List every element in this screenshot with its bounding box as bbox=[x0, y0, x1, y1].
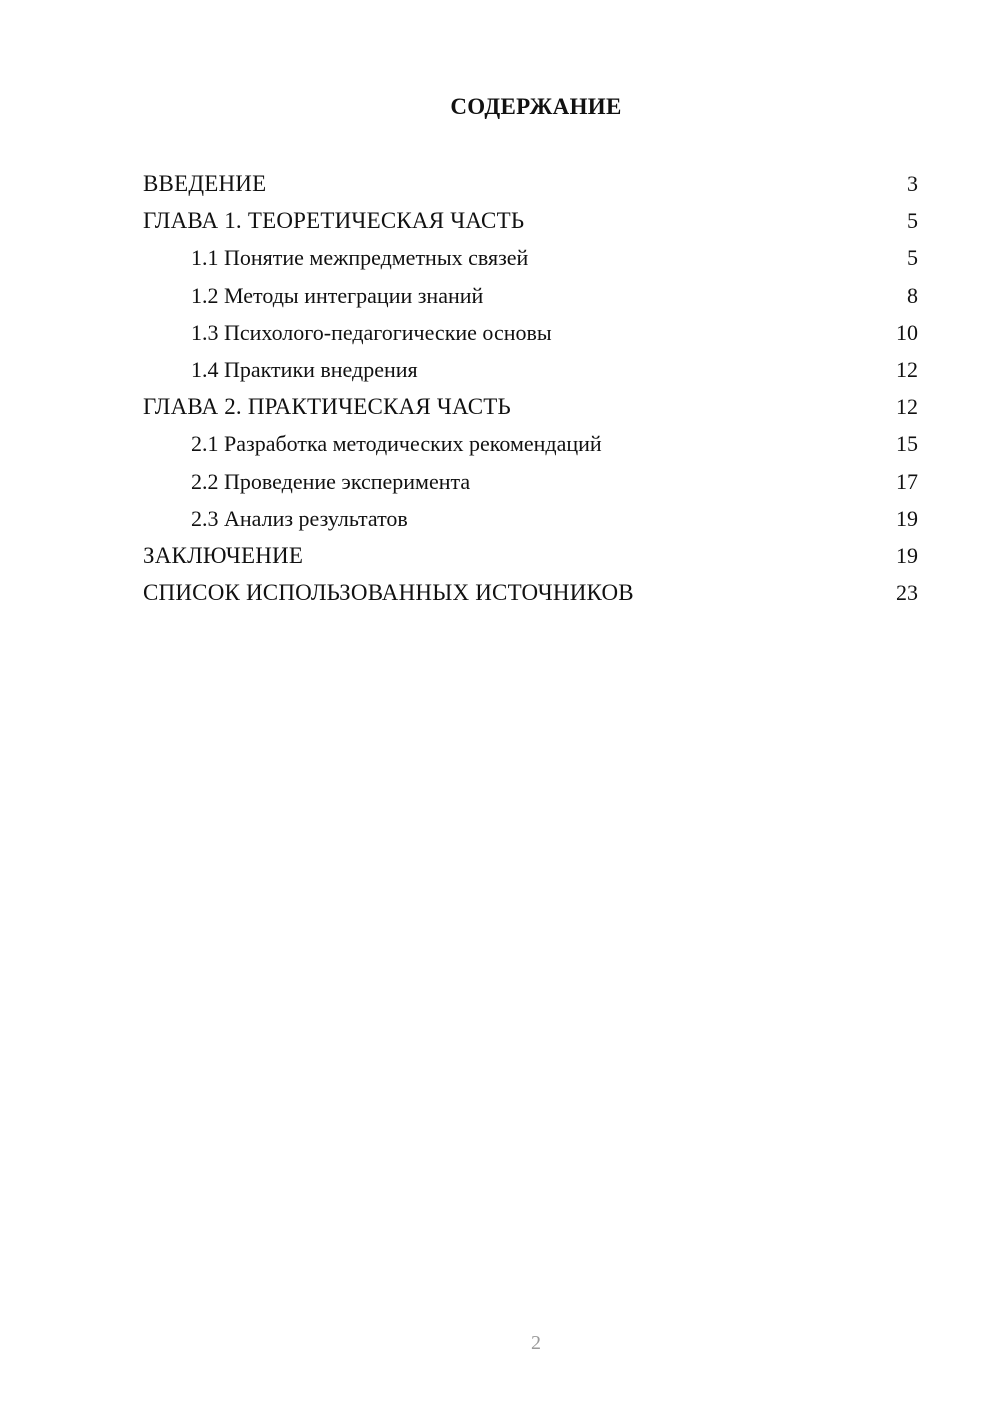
toc-entry-page: 23 bbox=[896, 580, 918, 606]
toc-entry-label: СПИСОК ИСПОЛЬЗОВАННЫХ ИСТОЧНИКОВ bbox=[143, 580, 634, 606]
toc-entry-section-2-2[interactable] bbox=[143, 463, 918, 500]
toc-entry-chapter-2[interactable] bbox=[143, 388, 918, 425]
toc-entry-label: 1.4 Практики внедрения bbox=[191, 356, 418, 382]
toc-entry-section-2-1[interactable] bbox=[143, 425, 918, 462]
toc-entry-section-1-2[interactable] bbox=[143, 277, 918, 314]
toc-entry-page: 19 bbox=[896, 542, 918, 568]
toc-entry-label: ГЛАВА 2. ПРАКТИЧЕСКАЯ ЧАСТЬ bbox=[143, 394, 511, 420]
toc-entry-label: ГЛАВА 1. ТЕОРЕТИЧЕСКАЯ ЧАСТЬ bbox=[143, 208, 525, 234]
toc-entry-section-1-3[interactable] bbox=[143, 314, 918, 351]
toc-entry-label: 2.3 Анализ результатов bbox=[191, 505, 408, 531]
toc-entry-page: 8 bbox=[907, 282, 918, 308]
toc-entry-label: 1.3 Психолого-педагогические основы bbox=[191, 319, 552, 345]
toc-entry-label: 2.1 Разработка методических рекомендаций bbox=[191, 431, 602, 457]
toc-entry-section-1-1[interactable] bbox=[143, 239, 918, 276]
toc-entry-references[interactable] bbox=[143, 574, 918, 611]
page-title: СОДЕРЖАНИЕ bbox=[450, 94, 622, 119]
toc-entry-section-1-4[interactable] bbox=[143, 351, 918, 388]
toc-entry-label: ЗАКЛЮЧЕНИЕ bbox=[143, 542, 304, 568]
toc-entry-page: 12 bbox=[896, 394, 918, 420]
toc-entry-label: 1.1 Понятие межпредметных связей bbox=[191, 245, 529, 271]
toc-entry-chapter-1[interactable] bbox=[143, 202, 918, 239]
toc-entry-section-2-3[interactable] bbox=[143, 500, 918, 537]
toc-entry-page: 5 bbox=[907, 245, 918, 271]
toc-entry-conclusion[interactable] bbox=[143, 537, 918, 574]
toc-entry-page: 10 bbox=[896, 319, 918, 345]
toc-entry-page: 19 bbox=[896, 505, 918, 531]
toc-entry-label: 2.2 Проведение эксперимента bbox=[191, 468, 471, 494]
toc-entry-page: 3 bbox=[907, 171, 918, 196]
toc-entry-label: ВВЕДЕНИЕ bbox=[143, 171, 267, 196]
toc-entry-page: 5 bbox=[907, 208, 918, 234]
toc-entry-page: 17 bbox=[896, 468, 918, 494]
toc-entry-page: 12 bbox=[896, 356, 918, 382]
toc-entry-page: 15 bbox=[896, 431, 918, 457]
toc-entry-label: 1.2 Методы интеграции знаний bbox=[191, 282, 484, 308]
page-number: 2 bbox=[531, 1332, 541, 1354]
table-of-contents bbox=[143, 165, 918, 611]
toc-entry-introduction[interactable] bbox=[143, 165, 918, 202]
